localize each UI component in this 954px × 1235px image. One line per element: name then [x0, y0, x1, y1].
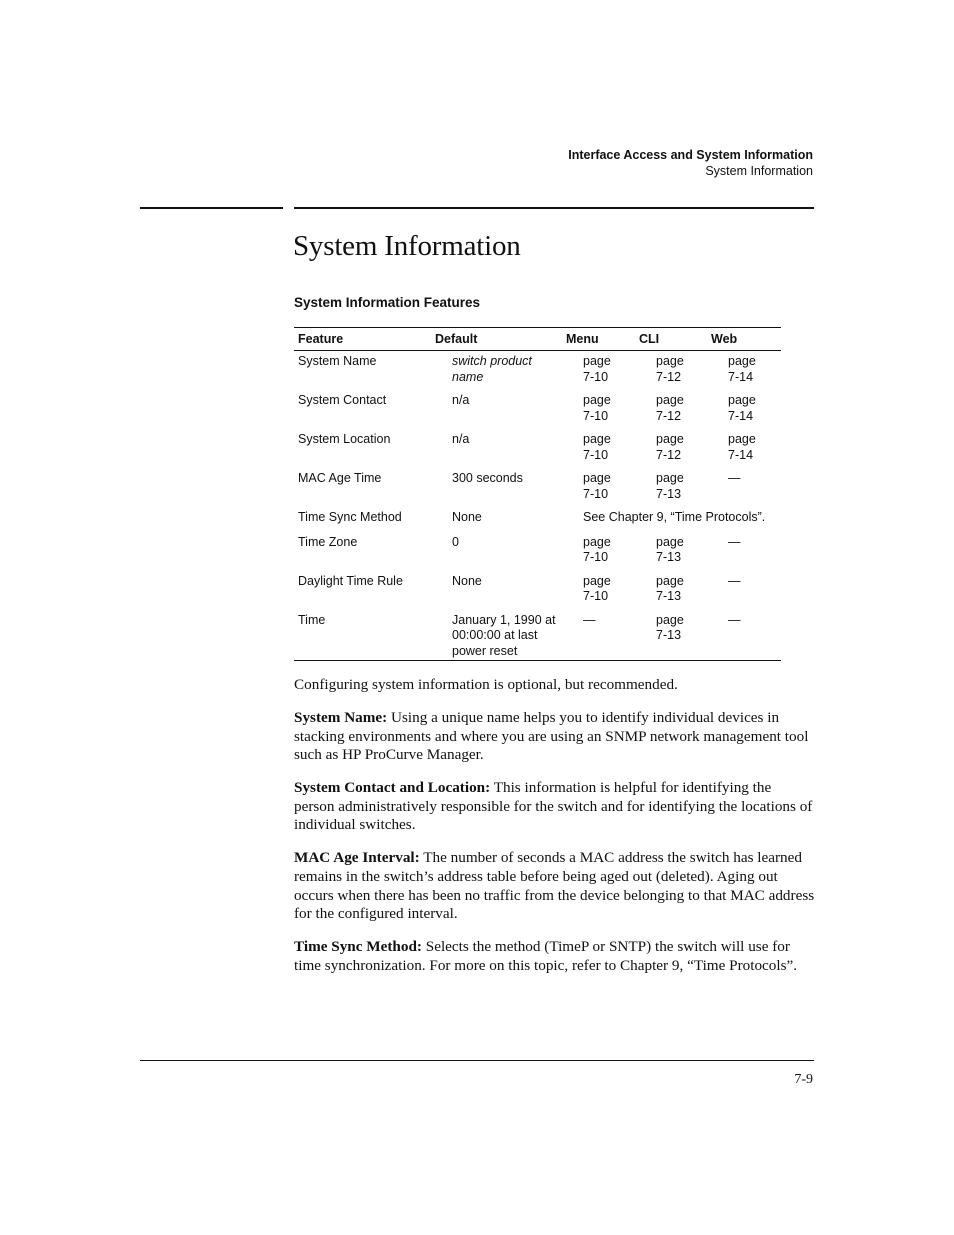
cell-menu — [583, 354, 656, 385]
table-header-row — [294, 328, 781, 351]
table-row — [294, 574, 781, 605]
cell-cli-line: page — [656, 432, 684, 446]
column-header: Feature — [298, 332, 344, 346]
cell-menu — [583, 535, 656, 566]
cell-cli — [656, 432, 728, 463]
cell-menu — [583, 432, 656, 463]
paragraph — [294, 938, 815, 975]
cell-default-line: 300 seconds — [452, 471, 523, 485]
cell-feature: Time Zone — [298, 534, 358, 549]
cell-default — [448, 393, 583, 424]
table-caption: System Information Features — [294, 295, 481, 310]
paragraph-text: Selects the method (TimeP or SNTP) the switch will use for time synchronization. For more on this topic, refer to Chapter 9, “Time Protocols”. — [294, 938, 798, 974]
cell-menu — [583, 613, 656, 660]
paragraph — [294, 709, 815, 765]
table-row — [294, 535, 781, 566]
cell-feature: System Contact — [298, 393, 387, 407]
cell-cli-line: page — [656, 393, 684, 407]
cell-default — [448, 432, 583, 463]
table-row — [294, 613, 781, 660]
cell-web — [728, 574, 781, 605]
cell-menu-line: page — [583, 471, 611, 485]
page-number: 7-9 — [794, 1072, 813, 1087]
cell-menu-line: page — [583, 354, 611, 368]
cell-web — [728, 471, 781, 502]
cell-web-line: page — [728, 393, 756, 407]
paragraph-lead: System Name: — [294, 708, 388, 726]
cell-web-line: 7-14 — [728, 369, 754, 384]
cell-feature: MAC Age Time — [298, 471, 382, 485]
paragraph-text: Configuring system information is optional, but recommended. — [294, 676, 678, 693]
cell-web — [728, 432, 781, 463]
cell-cli — [656, 471, 728, 502]
paragraph — [294, 849, 815, 923]
cell-cli-line: 7-13 — [656, 550, 682, 564]
cell-menu-line: 7-10 — [583, 369, 609, 384]
cell-web-line: — — [728, 612, 741, 627]
cell-web-line: — — [728, 534, 741, 549]
cell-cli — [656, 393, 728, 424]
cell-default — [448, 574, 583, 605]
footer-rule — [140, 1060, 814, 1061]
cell-default — [448, 471, 583, 502]
section-title: System Information — [705, 164, 813, 178]
cell-web — [728, 535, 781, 566]
paragraph-lead: System Contact and Location: — [294, 779, 491, 797]
cell-cli — [656, 613, 728, 660]
paragraph — [294, 676, 815, 695]
paragraph — [294, 779, 815, 835]
cell-web-line: 7-14 — [728, 408, 754, 423]
features-table — [294, 327, 781, 661]
cell-default — [448, 354, 583, 385]
cell-cli-line: page — [656, 573, 684, 588]
cell-cli-line: 7-12 — [656, 369, 682, 384]
cell-menu — [583, 574, 656, 605]
cell-cli — [656, 535, 728, 566]
cell-menu-line: — — [583, 612, 596, 627]
paragraph-lead: Time Sync Method: — [294, 938, 422, 956]
cell-reference: See Chapter 9, “Time Protocols”. — [583, 510, 766, 524]
cell-cli-line: 7-12 — [656, 447, 682, 462]
cell-menu-line: 7-10 — [583, 589, 609, 603]
chapter-title: Interface Access and System Information — [568, 148, 813, 162]
table-row — [294, 471, 781, 502]
cell-menu-line: page — [583, 432, 611, 446]
cell-default-line: 0 — [452, 534, 459, 549]
cell-cli-line: page — [656, 354, 684, 368]
paragraph-text: Using a unique name helps you to identify individual devices in stacking environments and where you are using an SNMP network management tool such as HP ProCurve Manager. — [294, 708, 809, 764]
cell-default-line: January 1, 1990 at — [452, 612, 556, 627]
header-rule-right — [294, 207, 814, 209]
cell-feature: Time Sync Method — [298, 510, 402, 524]
table-row — [294, 432, 781, 463]
table-body — [294, 351, 781, 660]
cell-feature: System Location — [298, 432, 391, 446]
body-text — [294, 676, 815, 990]
cell-web — [728, 613, 781, 660]
table-row — [294, 510, 781, 526]
cell-default-line: name — [452, 369, 484, 384]
cell-menu-line: 7-10 — [583, 447, 609, 462]
cell-menu-line: page — [583, 393, 611, 407]
cell-menu — [583, 393, 656, 424]
page-title: System Information — [293, 230, 521, 262]
paragraph-lead: MAC Age Interval: — [294, 849, 420, 867]
cell-web-line: — — [728, 471, 741, 485]
paragraph-text: The number of seconds a MAC address the switch has learned remains in the switch’s address table before being aged out (deleted). Aging out occurs when there has been no traffic from the device belonging to that MAC address for the configured interval. — [294, 849, 815, 923]
running-header — [568, 147, 813, 179]
cell-web — [728, 354, 781, 385]
paragraph-text: This information is helpful for identifying the person administratively responsible for the switch and for identifying the locations of individual switches. — [294, 779, 813, 834]
cell-default-line: power reset — [452, 643, 518, 658]
cell-default — [448, 510, 583, 526]
cell-default-line: 00:00:00 at last — [452, 628, 538, 642]
cell-cli-line: 7-13 — [656, 628, 682, 642]
cell-menu-line: 7-10 — [583, 408, 609, 423]
cell-cli-line: page — [656, 612, 684, 627]
cell-default — [448, 535, 583, 566]
cell-cli-line: page — [656, 471, 684, 485]
cell-cli-line: 7-13 — [656, 589, 682, 603]
cell-feature: Time — [298, 612, 326, 627]
table-row — [294, 354, 781, 385]
column-header: Menu — [566, 332, 599, 346]
column-header: CLI — [639, 332, 660, 346]
cell-cli — [656, 574, 728, 605]
cell-menu — [583, 471, 656, 502]
cell-web-line: — — [728, 573, 741, 588]
cell-default-line: None — [452, 573, 482, 588]
cell-default-line: n/a — [452, 432, 470, 446]
cell-default — [448, 613, 583, 660]
cell-web — [728, 393, 781, 424]
cell-feature: System Name — [298, 354, 377, 368]
cell-web-line: page — [728, 354, 756, 368]
header-rule-left — [140, 207, 283, 209]
cell-feature: Daylight Time Rule — [298, 573, 403, 588]
table-row — [294, 393, 781, 424]
cell-cli — [656, 354, 728, 385]
cell-default-line: n/a — [452, 393, 470, 407]
cell-cli-line: 7-13 — [656, 486, 682, 501]
cell-menu-line: 7-10 — [583, 486, 609, 501]
cell-web-line: page — [728, 432, 756, 446]
column-header: Web — [711, 332, 738, 346]
column-header: Default — [435, 332, 478, 346]
cell-menu-line: page — [583, 534, 611, 549]
cell-default-line: switch product — [452, 354, 532, 368]
cell-menu-line: page — [583, 573, 611, 588]
cell-cli-line: 7-12 — [656, 408, 682, 423]
cell-menu-line: 7-10 — [583, 550, 609, 564]
cell-cli-line: page — [656, 534, 684, 549]
cell-web-line: 7-14 — [728, 447, 754, 462]
cell-default-line: None — [452, 510, 482, 524]
